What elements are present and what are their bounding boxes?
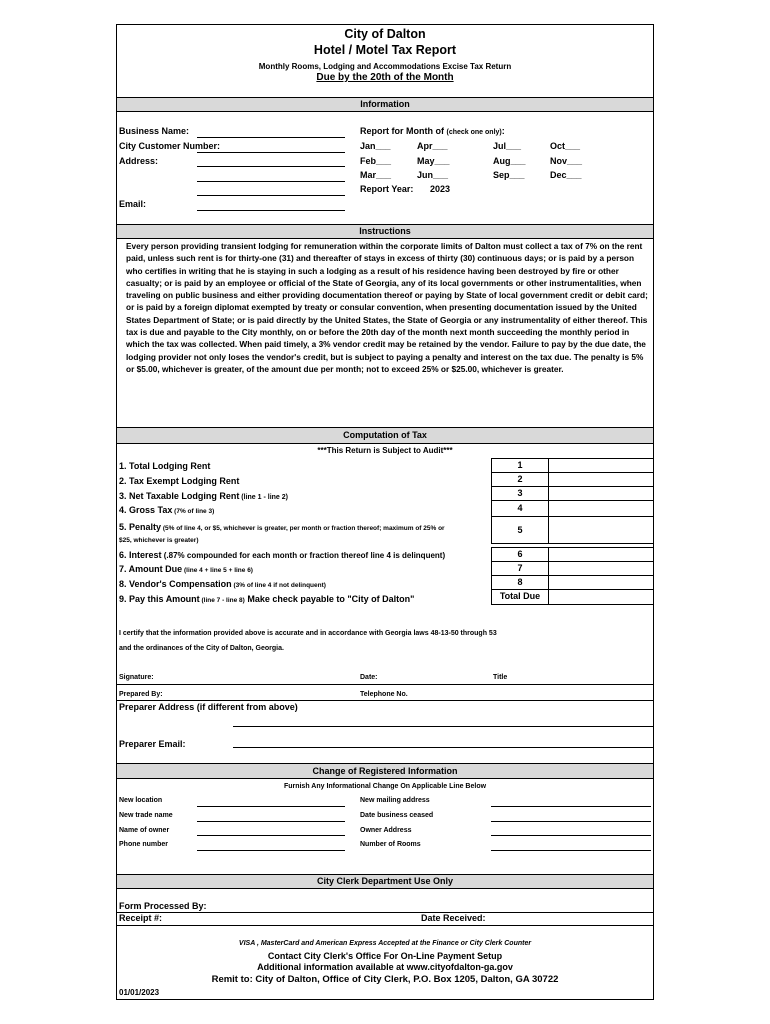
preparer-email-label: Preparer Email: (119, 739, 186, 749)
report-subtitle: Monthly Rooms, Lodging and Accommodations Excise Tax Return (258, 62, 512, 71)
number-of-rooms-label: Number of Rooms (360, 841, 421, 848)
line-number-3: 3 (491, 486, 549, 501)
date-ceased-field[interactable] (491, 821, 651, 822)
line-number-5: 5 (491, 516, 549, 544)
month-jun[interactable]: Jun___ (417, 170, 449, 180)
phone-number-label: Phone number (119, 841, 169, 848)
new-location-field[interactable] (197, 806, 345, 807)
new-mailing-field[interactable] (491, 806, 651, 807)
month-jan[interactable]: Jan___ (360, 141, 391, 151)
address-field-2[interactable] (197, 181, 345, 182)
website-note: Additional information available at www.cityofdalton-ga.gov (257, 962, 513, 972)
report-year-label: Report Year: (360, 184, 414, 194)
prepared-by-label: Prepared By: (119, 691, 163, 698)
address-field-1[interactable] (197, 166, 345, 167)
title-label: Title (493, 674, 508, 681)
change-info-header: Change of Registered Information (117, 763, 653, 779)
name-of-owner-label: Name of owner (119, 827, 170, 834)
owner-address-label: Owner Address (360, 827, 412, 834)
cards-accepted-note: VISA , MasterCard and American Express Accepted at the Finance or City Clerk Counter (238, 940, 532, 947)
audit-note: ***This Return is Subject to Audit*** (317, 446, 453, 455)
phone-number-field[interactable] (197, 850, 345, 851)
form-date: 01/01/2023 (119, 988, 160, 997)
customer-number-field[interactable] (197, 152, 345, 153)
line-6-amount[interactable] (548, 547, 654, 562)
email-label: Email: (119, 199, 147, 209)
line-3-amount[interactable] (548, 486, 654, 501)
processed-by-line[interactable] (117, 912, 653, 913)
date-received-label: Date Received: (421, 913, 486, 923)
line-1-label: 1. Total Lodging Rent (119, 461, 211, 471)
line-8-label: 8. Vendor's Compensation (3% of line 4 if not delinquent) (119, 579, 326, 589)
line-2-label: 2. Tax Exempt Lodging Rent (119, 476, 240, 486)
report-title: Hotel / Motel Tax Report (313, 43, 457, 57)
line-5-continued: $25, whichever is greater) (119, 537, 199, 544)
line-number-6: 6 (491, 547, 549, 562)
city-title: City of Dalton (344, 27, 426, 41)
signature-label: Signature: (119, 674, 154, 681)
line-9-label: 9. Pay this Amount (line 7 - line 8) Make check payable to "City of Dalton" (119, 594, 415, 604)
preparer-email-field[interactable] (233, 747, 653, 748)
online-payment-note: Contact City Clerk's Office For On-Line Payment Setup (267, 951, 503, 961)
number-of-rooms-field[interactable] (491, 850, 651, 851)
month-dec[interactable]: Dec___ (550, 170, 582, 180)
line-2-amount[interactable] (548, 472, 654, 487)
receipt-label: Receipt #: (119, 913, 163, 923)
line-8-amount[interactable] (548, 575, 654, 590)
tax-report-form (116, 24, 654, 1000)
signature-line[interactable] (117, 684, 653, 685)
prepared-by-line[interactable] (117, 700, 653, 701)
preparer-address-field-1[interactable] (233, 726, 653, 727)
line-number-4: 4 (491, 500, 549, 517)
certify-line-2: and the ordinances of the City of Dalton, Georgia. (119, 645, 284, 652)
report-year-value: 2023 (430, 184, 451, 194)
change-info-note: Furnish Any Informational Change On Applicable Line Below (283, 783, 487, 790)
new-mailing-label: New mailing address (360, 797, 430, 804)
month-jul[interactable]: Jul___ (493, 141, 522, 151)
month-nov[interactable]: Nov___ (550, 156, 583, 166)
date-label: Date: (360, 674, 378, 681)
email-field[interactable] (197, 210, 345, 211)
address-field-3[interactable] (197, 195, 345, 196)
line-4-amount[interactable] (548, 500, 654, 517)
month-sep[interactable]: Sep___ (493, 170, 525, 180)
line-number-7: 7 (491, 561, 549, 576)
month-feb[interactable]: Feb___ (360, 156, 392, 166)
line-number-1: 1 (491, 458, 549, 473)
business-name-field[interactable] (197, 137, 345, 138)
line-4-label: 4. Gross Tax (7% of line 3) (119, 505, 215, 515)
line-7-amount[interactable] (548, 561, 654, 576)
clerk-use-header: City Clerk Department Use Only (117, 874, 653, 889)
new-trade-name-field[interactable] (197, 821, 345, 822)
telephone-label: Telephone No. (360, 691, 408, 698)
computation-header: Computation of Tax (117, 427, 653, 444)
remit-address: Remit to: City of Dalton, Office of City Clerk, P.O. Box 1205, Dalton, GA 30722 (211, 974, 559, 985)
certify-line-1: I certify that the information provided above is accurate and in accordance with Georgia laws 48-13-50 through 53 (119, 630, 497, 637)
customer-number-label: City Customer Number: (119, 141, 221, 151)
receipt-line[interactable] (117, 925, 653, 926)
new-trade-name-label: New trade name (119, 812, 173, 819)
line-number-8: 8 (491, 575, 549, 590)
month-apr[interactable]: Apr___ (417, 141, 448, 151)
month-may[interactable]: May___ (417, 156, 450, 166)
form-processed-by-label: Form Processed By: (119, 901, 207, 911)
line-5-label: 5. Penalty (5% of line 4, or $5, whichever is greater, per month or fraction thereof; maximum of 25% or (119, 522, 445, 532)
line-6-label: 6. Interest (.87% compounded for each month or fraction thereof line 4 is delinquent) (119, 550, 446, 560)
instructions-header: Instructions (117, 224, 653, 239)
owner-address-field[interactable] (491, 835, 651, 836)
line-3-label: 3. Net Taxable Lodging Rent (line 1 - line 2) (119, 491, 288, 501)
month-mar[interactable]: Mar___ (360, 170, 392, 180)
month-oct[interactable]: Oct___ (550, 141, 581, 151)
date-ceased-label: Date business ceased (360, 812, 434, 819)
information-header: Information (117, 97, 653, 112)
new-location-label: New location (119, 797, 163, 804)
preparer-address-label: Preparer Address (if different from above) (119, 702, 298, 712)
total-due-label: Total Due (491, 589, 549, 605)
report-month-label: Report for Month of (check one only): (360, 126, 505, 136)
line-7-label: 7. Amount Due (line 4 + line 5 + line 6) (119, 564, 253, 574)
address-label: Address: (119, 156, 159, 166)
instructions-text: Every person providing transient lodging for remuneration within the corporate limits of Dalton must collect a tax of 7% on the rent paid, unless such rent is for thirty-one (31) and thereafter of stays in excess of thirty (30) continuous days; or is paid by a person who certifies in writing that he is staying in such a lodging as a result of his residence having been destroyed by fire or other casualty; or is paid by an employee or official of the State of Georgia, any of its local governments or other instrumentalities, when traveling on public business and either providing documentation thereof or paying by State of local government credit or debit card; or is paid by a foreign diplomat exempted by treaty or consular convention, when presenting documentation issued by the United States Department of State; or is paid directly by the United States, the State of Georgia or any instrumentality of either thereof. This tax is due and payable to the City monthly, on or before the 20th day of the month next month succeeding the monthly period in which the tax was collected. When paid timely, a 3% vendor credit may be retained by the vendor. Failure to pay by the due date, the lodging provider not only loses the vendor's credit, but is subject to paying a penalty and interest on the tax due. The penalty is 5% or $5.00, whichever is greater, of the amount due per month; not to exceed 25% or $25.00, whichever is greater. (126, 241, 648, 374)
line-1-amount[interactable] (548, 458, 654, 473)
total-due-amount[interactable] (548, 589, 654, 605)
business-name-label: Business Name: (119, 126, 190, 136)
line-5-amount[interactable] (548, 516, 654, 544)
due-date-note: Due by the 20th of the Month (316, 72, 454, 83)
name-of-owner-field[interactable] (197, 835, 345, 836)
line-number-2: 2 (491, 472, 549, 487)
month-aug[interactable]: Aug___ (493, 156, 526, 166)
